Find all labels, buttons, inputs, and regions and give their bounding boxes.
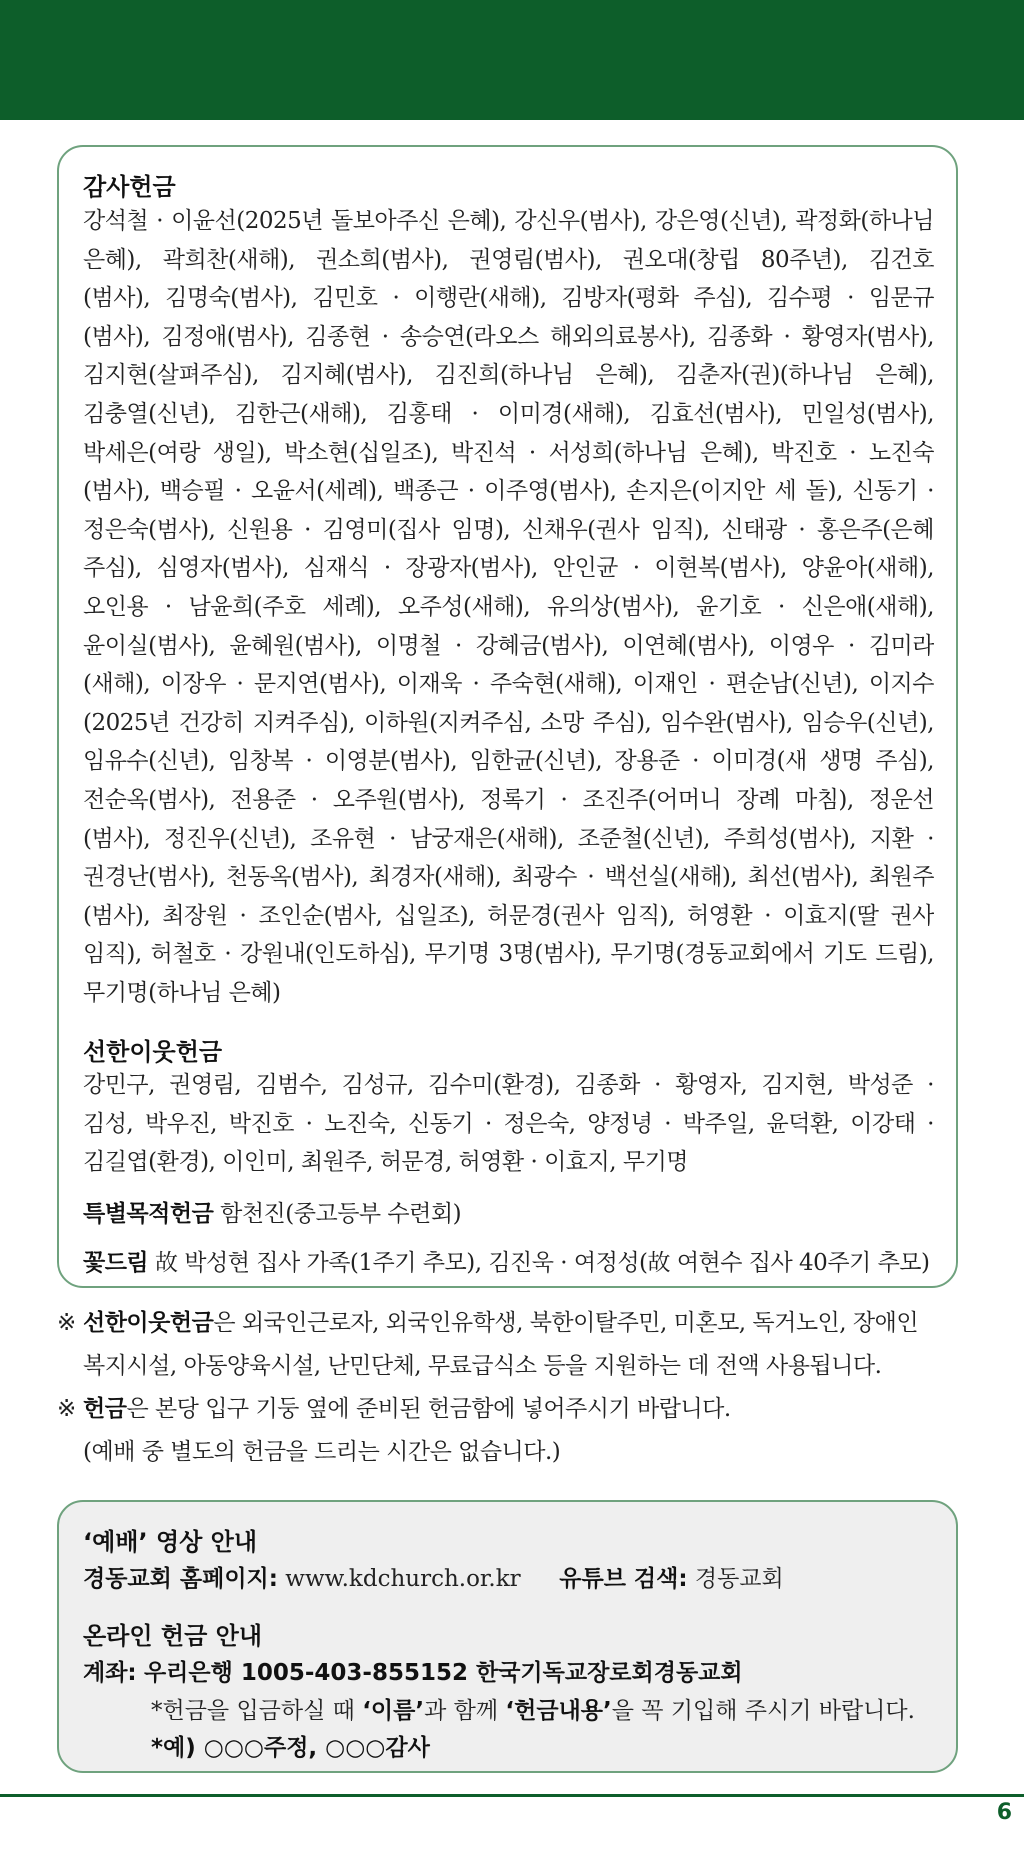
- special-offering-row: [83, 1195, 461, 1228]
- note-mark: ※: [57, 1310, 76, 1336]
- thanks-offering-heading: 감사헌금: [83, 173, 176, 201]
- flowers-row: [83, 1244, 929, 1277]
- list-line: (범사), 김명숙(범사), 김민호 · 이행란(새해), 김방자(평화 주심), 김수평 · 임문규: [83, 285, 934, 312]
- note-text: 은 외국인근로자, 외국인유학생, 북한이탈주민, 미혼모, 독거노인, 장애인: [213, 1310, 919, 1336]
- note-continuation: (예배 중 별도의 헌금을 드리는 시간은 없습니다.): [83, 1439, 561, 1465]
- list-line: (새해), 이장우 · 문지연(범사), 이재욱 · 주숙현(새해), 이재인 · 편순남(신년), 이지수: [83, 671, 934, 698]
- list-line: 김지현(살펴주심), 김지혜(범사), 김진희(하나님 은혜), 김춘자(권)(하나님 은혜),: [83, 362, 934, 389]
- note-part: *헌금을 입금하실 때: [151, 1698, 363, 1724]
- special-offering-text: 함천진(중고등부 수련회): [220, 1201, 462, 1227]
- offering-list-box: [57, 145, 958, 1288]
- homepage-link[interactable]: www.kdchurch.or.kr: [285, 1566, 521, 1592]
- note-bold: 선한이웃헌금: [83, 1310, 214, 1336]
- flowers-label: 꽃드림: [83, 1250, 149, 1276]
- list-line: 주심), 심영자(범사), 심재식 · 장광자(범사), 안인균 · 이현복(범사), 양윤아(새해),: [83, 555, 934, 582]
- page-number: 6: [996, 1800, 1012, 1825]
- list-line: (2025년 건강히 지켜주심), 이하원(지켜주심, 소망 주심), 임수완(범사), 임승우(신년),: [83, 709, 934, 736]
- note-continuation: 복지시설, 아동양육시설, 난민단체, 무료급식소 등을 지원하는 데 전액 사용됩니다.: [83, 1353, 882, 1379]
- footer-divider: [0, 1794, 1024, 1797]
- list-line: (범사), 김정애(범사), 김종현 · 송승연(라오스 해외의료봉사), 김종화 · 황영자(범사),: [83, 323, 934, 350]
- list-line: 무기명(하나님 은혜): [83, 979, 281, 1006]
- list-line: 강민구, 권영림, 김범수, 김성규, 김수미(환경), 김종화 · 황영자, 김지현, 박성준 ·: [83, 1072, 934, 1098]
- special-offering-label: 특별목적헌금: [83, 1201, 214, 1227]
- note-mark: ※: [57, 1396, 76, 1422]
- list-line: 오인용 · 남윤희(주호 세례), 오주성(새해), 유의상(범사), 윤기호 · 신은애(새해),: [83, 593, 934, 620]
- list-line: 김길엽(환경), 이인미, 최원주, 허문경, 허영환 · 이효지, 무기명: [83, 1149, 689, 1176]
- note-text: 은 본당 입구 기둥 옆에 준비된 헌금함에 넣어주시기 바랍니다.: [126, 1396, 731, 1422]
- account-row: [83, 1654, 743, 1687]
- header-bar: [0, 0, 1024, 120]
- list-line: 김성, 박우진, 박진호 · 노진숙, 신동기 · 정은숙, 양정녕 · 박주일, 윤덕환, 이강태 ·: [83, 1110, 934, 1137]
- account-note: [151, 1692, 915, 1725]
- note-neighbor-offering: [57, 1304, 962, 1380]
- list-line: 박세은(여랑 생일), 박소현(십일조), 박진석 · 서성희(하나님 은혜), 박진호 · 노진숙: [83, 439, 934, 466]
- list-line: 정은숙(범사), 신원용 · 김영미(집사 임명), 신채우(권사 임직), 신태광 · 홍은주(은혜: [83, 516, 934, 543]
- note-offering-box: [57, 1390, 962, 1466]
- list-line: 김충열(신년), 김한근(새해), 김홍태 · 이미경(새해), 김효선(범사), 민일성(범사),: [83, 400, 934, 427]
- homepage-label: 경동교회 홈페이지:: [83, 1566, 278, 1592]
- flowers-text: 故 박성현 집사 가족(1주기 추모), 김진욱 · 여정성(故 여현수 집사 40주기 추모): [154, 1250, 930, 1276]
- note-part-bold: ‘헌금내용’: [505, 1698, 612, 1724]
- info-box: [57, 1500, 958, 1773]
- youtube-label: 유튜브 검색:: [559, 1566, 688, 1592]
- note-bold: 헌금: [83, 1396, 127, 1422]
- list-line: 전순옥(범사), 전용준 · 오주원(범사), 정록기 · 조진주(어머니 장례 마침), 정운선: [83, 786, 934, 813]
- note-part: 을 꼭 기입해 주시기 바랍니다.: [611, 1698, 915, 1724]
- list-line: (범사), 백승필 · 오윤서(세례), 백종근 · 이주영(범사), 손지은(이지안 세 돌), 신동기 ·: [83, 478, 934, 505]
- list-line: 임직), 허철호 · 강원내(인도하심), 무기명 3명(범사), 무기명(경동교회에서 기도 드림),: [83, 941, 934, 968]
- note-part: 과 함께: [424, 1698, 506, 1724]
- video-guide-heading: ‘예배’ 영상 안내: [83, 1528, 258, 1556]
- neighbor-offering-heading: 선한이웃헌금: [83, 1038, 223, 1066]
- homepage-row: [83, 1560, 784, 1593]
- neighbor-offering-list: [83, 1066, 934, 1182]
- list-line: 권경난(범사), 천동옥(범사), 최경자(새해), 최광수 · 백선실(새해), 최선(범사), 최원주: [83, 864, 934, 891]
- note-part-bold: ‘이름’: [362, 1698, 425, 1724]
- list-line: 은혜), 곽희찬(새해), 권소희(범사), 권영림(범사), 권오대(창립 80주년), 김건호: [83, 246, 934, 273]
- online-offering-heading: 온라인 헌금 안내: [83, 1622, 262, 1650]
- youtube-search-term: 경동교회: [694, 1566, 784, 1592]
- account-example: *예) ○○○주정, ○○○감사: [151, 1735, 430, 1761]
- list-line: 임유수(신년), 임창복 · 이영분(범사), 임한균(신년), 장용준 · 이미경(새 생명 주심),: [83, 748, 934, 775]
- thanks-offering-list: [83, 202, 934, 1012]
- list-line: 강석철 · 이윤선(2025년 돌보아주신 은혜), 강신우(범사), 강은영(신년), 곽정화(하나님: [83, 208, 934, 234]
- list-line: 윤이실(범사), 윤혜원(범사), 이명철 · 강혜금(범사), 이연혜(범사), 이영우 · 김미라: [83, 632, 934, 659]
- list-line: (범사), 정진우(신년), 조유현 · 남궁재은(새해), 조준철(신년), 주희성(범사), 지환 ·: [83, 825, 934, 852]
- account-value: 우리은행 1005-403-855152 한국기독교장로회경동교회: [143, 1660, 743, 1686]
- account-label: 계좌:: [83, 1660, 137, 1686]
- list-line: (범사), 최장원 · 조인순(범사, 십일조), 허문경(권사 임직), 허영환 · 이효지(딸 권사: [83, 902, 934, 929]
